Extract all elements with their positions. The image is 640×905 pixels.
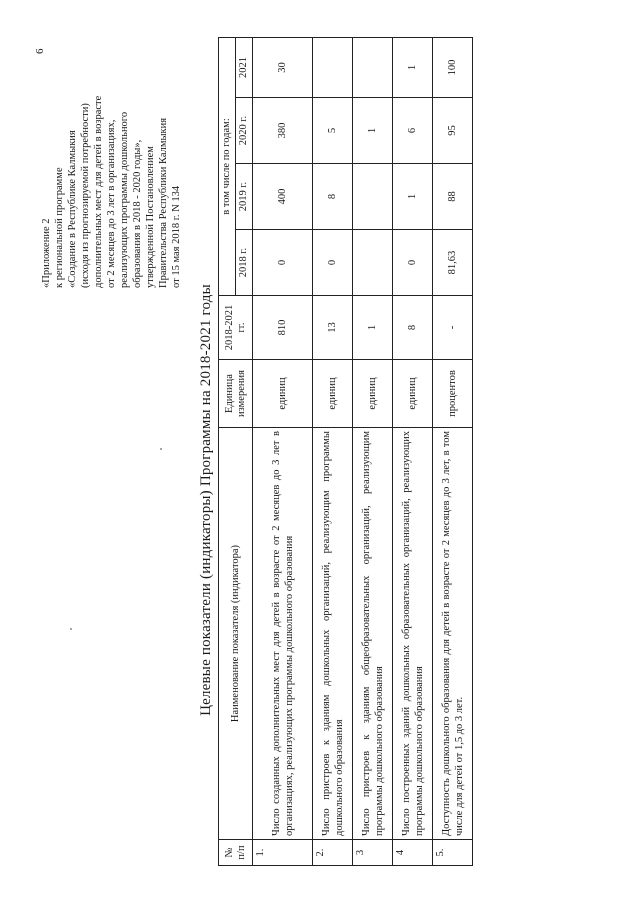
row-unit: процентов bbox=[433, 360, 473, 428]
row-name: Число построенных зданий дошкольных образовательных организаций, реализующих программы дошкольного образования bbox=[393, 428, 433, 840]
scan-speck bbox=[70, 628, 72, 630]
table-row bbox=[393, 38, 433, 866]
row-value-2018: 0 bbox=[313, 230, 353, 296]
row-value-2020: 95 bbox=[433, 98, 473, 164]
row-name: Число пристроев к зданиям дошкольных организаций, реализующим программы дошкольного образования bbox=[313, 428, 353, 840]
header-unit: Единица измерения bbox=[219, 360, 253, 428]
row-num: 1. bbox=[253, 840, 313, 866]
table-row bbox=[313, 38, 353, 866]
header-year-2019: 2019 г. bbox=[236, 164, 253, 230]
table-header-row bbox=[219, 38, 236, 866]
row-value-2021: 30 bbox=[253, 38, 313, 98]
row-value-2019: 8 bbox=[313, 164, 353, 230]
row-total: 1 bbox=[353, 296, 393, 360]
row-value-2018: 0 bbox=[393, 230, 433, 296]
row-unit: единиц bbox=[353, 360, 393, 428]
row-num: 5. bbox=[433, 840, 473, 866]
header-year-2018: 2018 г. bbox=[236, 230, 253, 296]
row-name: Число созданных дополнительных мест для детей в возрасте от 2 месяцев до 3 лет в организациях, реализующих программы дошкольного образования bbox=[253, 428, 313, 840]
row-total: 810 bbox=[253, 296, 313, 360]
row-value-2021: 1 bbox=[393, 38, 433, 98]
appendix-line: дополнительных мест для детей в возрасте bbox=[93, 95, 104, 288]
table-row bbox=[433, 38, 473, 866]
appendix-line: от 15 мая 2018 г. N 134 bbox=[171, 185, 182, 288]
document-title: Целевые показатели (индикаторы) Программы на 2018-2021 годы bbox=[198, 284, 214, 716]
row-value-2018: 0 bbox=[253, 230, 313, 296]
table-row bbox=[353, 38, 393, 866]
row-value-2020: 5 bbox=[313, 98, 353, 164]
page-number: 6 bbox=[34, 48, 46, 54]
appendix-line: к региональной программе bbox=[54, 167, 65, 288]
scan-speck bbox=[160, 448, 162, 450]
row-total: - bbox=[433, 296, 473, 360]
row-unit: единиц bbox=[313, 360, 353, 428]
row-value-2018: 81,63 bbox=[433, 230, 473, 296]
row-value-2019: 400 bbox=[253, 164, 313, 230]
row-num: 3 bbox=[353, 840, 393, 866]
row-total: 8 bbox=[393, 296, 433, 360]
row-value-2020: 380 bbox=[253, 98, 313, 164]
header-name: Наименование показателя (индикатора) bbox=[219, 428, 253, 840]
appendix-line: «Создание в Республике Калмыкия bbox=[67, 130, 78, 288]
appendix-line: утвержденной Постановлением bbox=[145, 146, 156, 288]
row-value-2019: 1 bbox=[393, 164, 433, 230]
row-num: 4 bbox=[393, 840, 433, 866]
appendix-note bbox=[40, 8, 183, 288]
appendix-line: образования в 2018 - 2020 годы», bbox=[132, 139, 143, 288]
header-num: № п/п bbox=[219, 840, 253, 866]
row-value-2019: 88 bbox=[433, 164, 473, 230]
appendix-line: Правительства Республики Калмыкия bbox=[158, 117, 169, 288]
document-page bbox=[34, 0, 600, 880]
row-value-2021 bbox=[313, 38, 353, 98]
header-by-year: в том числе по годам: bbox=[219, 38, 236, 296]
row-value-2021 bbox=[353, 38, 393, 98]
row-unit: единиц bbox=[393, 360, 433, 428]
header-total: 2018-2021 гг. bbox=[219, 296, 253, 360]
row-num: 2. bbox=[313, 840, 353, 866]
row-name: Доступность дошкольного образования для детей в возрасте от 2 месяцев до 3 лет, в том числе для детей от 1,5 до 3 лет. bbox=[433, 428, 473, 840]
row-unit: единиц bbox=[253, 360, 313, 428]
header-year-2020: 2020 г. bbox=[236, 98, 253, 164]
appendix-line: от 2 месяцев до 3 лет в организациях, bbox=[106, 119, 117, 288]
row-total: 13 bbox=[313, 296, 353, 360]
row-name: Число пристроев к зданиям общеобразовательных организаций, реализующим программы дошкольного образования bbox=[353, 428, 393, 840]
appendix-line: реализующих программы дошкольного bbox=[119, 111, 130, 288]
appendix-line: «Приложение 2 bbox=[41, 218, 52, 288]
indicators-table bbox=[218, 37, 473, 866]
table-row bbox=[253, 38, 313, 866]
header-year-2021: 2021 bbox=[236, 38, 253, 98]
row-value-2019 bbox=[353, 164, 393, 230]
appendix-line: (исходя из прогнозируемой потребности) bbox=[80, 103, 91, 288]
row-value-2020: 1 bbox=[353, 98, 393, 164]
row-value-2020: 6 bbox=[393, 98, 433, 164]
row-value-2021: 100 bbox=[433, 38, 473, 98]
row-value-2018 bbox=[353, 230, 393, 296]
